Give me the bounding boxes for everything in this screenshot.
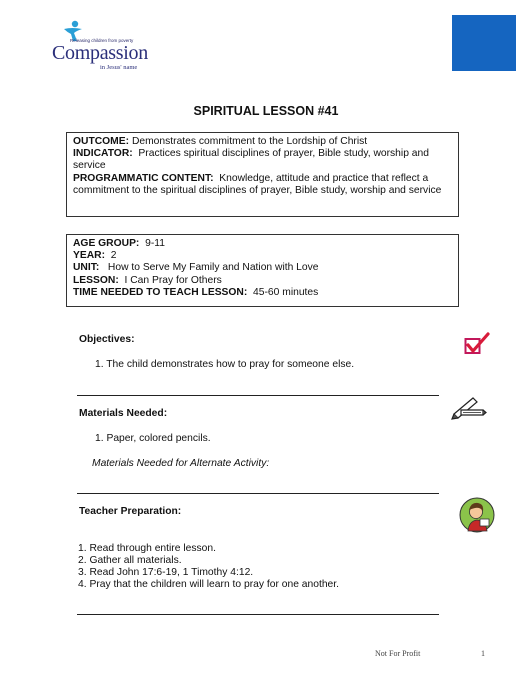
preparation-heading: Teacher Preparation: [79, 506, 182, 517]
lesson-line [73, 275, 452, 287]
age-group-line [73, 238, 452, 250]
logo-wordmark: Compassion [52, 42, 148, 64]
footer-note: Not For Profit [375, 649, 421, 658]
preparation-item: 1. Read through entire lesson. [78, 543, 216, 554]
indicator-text: Practices spiritual disciplines of prayer, Bible study, worship and [138, 148, 429, 160]
unit-line [73, 262, 452, 274]
outcome-line [73, 136, 452, 148]
lesson-label: LESSON: [73, 274, 119, 286]
outcome-box [66, 132, 459, 217]
preparation-item: 3. Read John 17:6-19, 1 Timothy 4:12. [78, 567, 254, 578]
year-label: YEAR: [73, 250, 106, 262]
time-line [73, 287, 452, 299]
indicator-label: INDICATOR: [73, 148, 133, 160]
objective-item: 1. The child demonstrates how to pray for someone else. [95, 359, 355, 370]
indicator-text-cont: service [73, 160, 106, 172]
unit-value: How to Serve My Family and Nation with Love [107, 262, 319, 274]
divider-materials [77, 493, 439, 494]
checkbox-check-icon [464, 332, 490, 356]
age-group-label: AGE GROUP: [73, 238, 140, 249]
content-text: Knowledge, attitude and practice that reflect a [219, 172, 429, 184]
materials-heading: Materials Needed: [79, 408, 168, 419]
preparation-item: 4. Pray that the children will learn to pray for one another. [78, 579, 340, 590]
page-title: SPIRITUAL LESSON #41 [193, 104, 339, 118]
lesson-value: I Can Pray for Others [124, 274, 222, 286]
year-line [73, 250, 452, 262]
time-value: 45-60 minutes [253, 286, 319, 298]
year-value: 2 [110, 250, 117, 262]
divider-objectives [77, 395, 439, 396]
alternate-materials-label: Materials Needed for Alternate Activity: [92, 458, 270, 469]
outcome-text: Demonstrates commitment to the Lordship of Christ [131, 136, 368, 147]
divider-preparation [77, 614, 439, 615]
indicator-line [73, 148, 452, 172]
age-group-value: 9-11 [145, 238, 165, 249]
compassion-logo [52, 20, 164, 71]
pencils-icon [451, 394, 487, 420]
content-text-cont: commitment to the spiritual disciplines of prayer, Bible study, worship and service [73, 184, 442, 196]
content-label: PROGRAMMATIC CONTENT: [73, 172, 214, 184]
objectives-heading: Objectives: [79, 334, 135, 345]
unit-label: UNIT: [73, 262, 100, 274]
content-line [73, 173, 452, 197]
logo-subtitle: in Jesus' name [100, 64, 138, 71]
outcome-label: OUTCOME: [73, 136, 130, 147]
blue-square-graphic [452, 15, 516, 71]
material-item: 1. Paper, colored pencils. [95, 433, 211, 444]
lesson-info-box [66, 234, 459, 307]
teacher-icon [459, 497, 495, 533]
preparation-item: 2. Gather all materials. [78, 555, 182, 566]
time-label: TIME NEEDED TO TEACH LESSON: [73, 286, 248, 298]
page-number: 1 [481, 649, 485, 658]
logo-tagline: Releasing children from poverty [70, 38, 134, 43]
